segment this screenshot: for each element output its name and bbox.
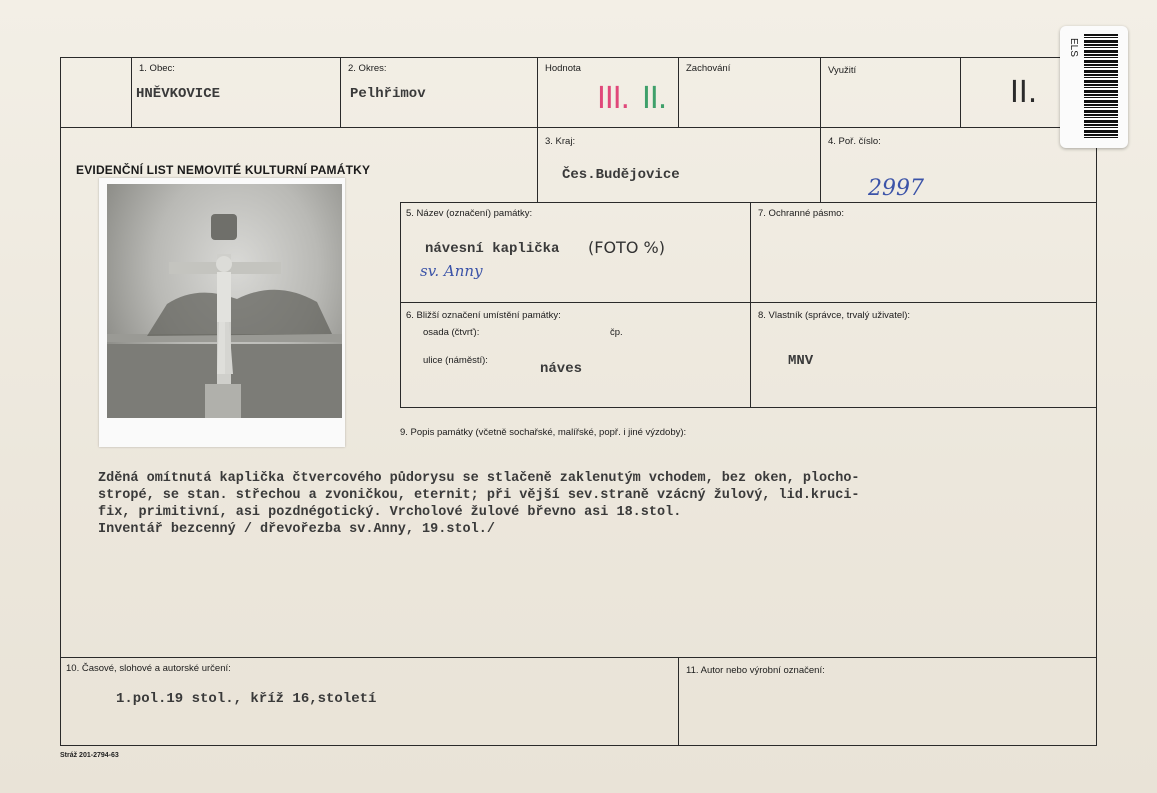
popis-line: stropé, se stan. střechou a zvoničkou, eternit; při vější sev.straně vzácný žulový, lid.kruci- (98, 488, 860, 503)
crucifix-icon (107, 184, 342, 418)
ochranne-pasmo-label: 7. Ochranné pásmo: (758, 208, 845, 219)
divider (820, 57, 821, 202)
row-divider (400, 202, 1096, 203)
row-divider (400, 407, 1096, 408)
row-divider (60, 127, 1096, 128)
kraj-label: 3. Kraj: (545, 136, 576, 147)
divider (537, 57, 538, 202)
por-cislo-label: 4. Poř. číslo: (828, 136, 881, 147)
handwritten-mark: II. (1010, 75, 1038, 110)
divider (131, 57, 132, 127)
ulice-label: ulice (náměstí): (423, 355, 488, 366)
umisteni-label: 6. Bližší označení umístění památky: (406, 310, 561, 321)
ulice-value: náves (540, 361, 583, 377)
autor-label: 11. Autor nebo výrobní označení: (686, 665, 825, 676)
frame-right (1096, 146, 1097, 745)
divider (678, 57, 679, 127)
nazev-handwritten: sv. Anny (420, 262, 483, 280)
por-cislo-value: 2997 (868, 176, 924, 201)
vlastnik-value: MNV (788, 353, 814, 369)
divider (400, 202, 401, 407)
divider (340, 57, 341, 127)
urceni-label: 10. Časové, slohové a autorské určení: (66, 663, 231, 674)
popis-line: fix, primitivní, asi pozdnégotický. Vrcholové žulové břevno asi 18.stol. (98, 505, 682, 520)
barcode-icon (1084, 34, 1118, 140)
kraj-value: Čes.Budějovice (562, 167, 680, 183)
nazev-note: (FOTO %) (588, 238, 665, 257)
form-title: EVIDENČNÍ LIST NEMOVITÉ KULTURNÍ PAMÁTKY (76, 163, 371, 177)
popis-label: 9. Popis památky (včetně sochařské, malířské, popř. i jiné výzdoby): (400, 427, 687, 438)
frame-bottom (60, 745, 1097, 746)
hodnota-label: Hodnota (545, 63, 581, 74)
vyuziti-label: Využití (828, 65, 857, 76)
nazev-value: návesní kaplička (425, 241, 560, 257)
monument-photo (99, 178, 345, 447)
popis-line: Zděná omítnutá kaplička čtvercového půdorysu se stlačeně zaklenutým vchodem, bez oken, plocho- (98, 471, 860, 486)
obec-value: HNĚVKOVICE (136, 86, 221, 102)
hodnota-green-mark: II. (642, 81, 667, 116)
barcode-sticker (1060, 26, 1128, 148)
row-divider (60, 657, 1096, 658)
okres-label: 2. Okres: (348, 63, 387, 74)
hodnota-red-mark: III. (597, 81, 630, 116)
okres-value: Pelhřimov (350, 86, 426, 102)
popis-text (98, 470, 860, 538)
cp-label: čp. (610, 327, 623, 338)
row-divider (400, 302, 1096, 303)
barcode-text: ELS (1068, 38, 1079, 57)
osada-label: osada (čtvrť): (423, 327, 480, 338)
divider (960, 57, 961, 127)
divider (750, 202, 751, 407)
popis-line: Inventář bezcenný / dřevořezba sv.Anny, 19.stol./ (98, 522, 495, 537)
vlastnik-label: 8. Vlastník (správce, trvalý uživatel): (758, 310, 911, 321)
print-code: Stráž 201-2794-63 (60, 752, 119, 759)
frame-top (60, 57, 1060, 58)
zachovani-label: Zachování (686, 63, 731, 74)
urceni-value: 1.pol.19 stol., kříž 16,století (116, 691, 377, 707)
nazev-label: 5. Název (označení) památky: (406, 208, 533, 219)
divider (678, 657, 679, 745)
obec-label: 1. Obec: (139, 63, 175, 74)
frame-left (60, 57, 61, 745)
crucifix-image (107, 184, 342, 418)
